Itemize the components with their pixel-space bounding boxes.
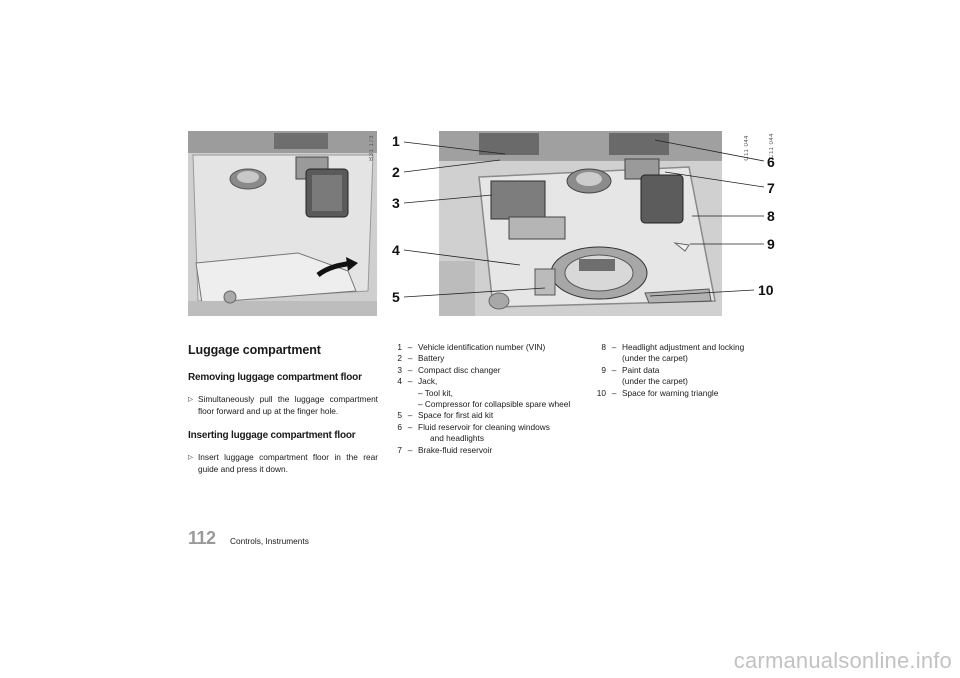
legend-item-6: 6 – Fluid reservoir for cleaning windows xyxy=(397,421,550,432)
watermark: carmanualsonline.info xyxy=(733,648,952,673)
legend-item-4-compressor: – Compressor for collapsible spare wheel xyxy=(418,399,571,410)
legend-item-10: 10 – Space for warning triangle xyxy=(596,387,719,398)
callout-7: 7 xyxy=(767,180,775,196)
photo-compartment-overview xyxy=(439,131,750,316)
instruction-text: Simultaneously pull the luggage compartment floor forward and up at the finger hole. xyxy=(198,394,378,416)
legend-item-5: 5 – Space for first aid kit xyxy=(397,410,494,421)
page-number: 112 xyxy=(188,528,216,548)
legend-item-4: 4 – Jack, xyxy=(397,376,438,387)
legend-item-8: 8 – Headlight adjustment and locking xyxy=(601,342,745,352)
callout-5: 5 xyxy=(392,289,400,305)
image-code: B31 173 xyxy=(369,135,375,161)
callout-9: 9 xyxy=(767,236,775,252)
page-title: Luggage compartment xyxy=(188,343,321,357)
image-code: C11 044 xyxy=(744,135,750,161)
instruction-text: Insert luggage compartment floor in the rear guide and press it down. xyxy=(198,452,378,474)
bullet-arrow-icon: ▷ xyxy=(188,396,193,403)
callout-2: 2 xyxy=(392,164,400,180)
luggage-floor-illustration xyxy=(188,131,377,316)
legend-item-7: 7 – Brake-fluid reservoir xyxy=(397,444,493,455)
legend-item-8-continued: (under the carpet) xyxy=(622,353,688,364)
callout-6: 6 xyxy=(767,154,775,170)
callout-4: 4 xyxy=(392,242,400,258)
section-name: Controls, Instruments xyxy=(230,536,309,546)
callout-3: 3 xyxy=(392,195,400,211)
legend-item-9-continued: (under the carpet) xyxy=(622,376,688,387)
instruction-insert xyxy=(188,452,378,475)
instruction-remove xyxy=(188,394,378,417)
legend-item-4-tool-kit: – Tool kit, xyxy=(418,387,453,398)
photo-remove-floor xyxy=(188,131,377,316)
compartment-illustration xyxy=(439,131,722,316)
legend-item-3: 3 – Compact disc changer xyxy=(397,364,501,375)
legend-list-right xyxy=(582,342,744,399)
legend-item-6-continued: and headlights xyxy=(430,433,484,444)
section-heading-remove: Removing luggage compartment floor xyxy=(188,372,362,383)
callout-1: 1 xyxy=(392,133,400,149)
bullet-arrow-icon: ▷ xyxy=(188,454,193,461)
legend-item-2: 2 – Battery xyxy=(397,353,445,364)
legend-list-left xyxy=(390,342,570,456)
section-heading-insert: Inserting luggage compartment floor xyxy=(188,430,356,441)
image-code-right: C11 044 xyxy=(769,133,775,159)
legend-item-9: 9 – Paint data xyxy=(601,364,660,375)
callout-10: 10 xyxy=(758,282,774,298)
callout-8: 8 xyxy=(767,208,775,224)
legend-item-1: 1 – Vehicle identification number (VIN) xyxy=(397,342,546,352)
